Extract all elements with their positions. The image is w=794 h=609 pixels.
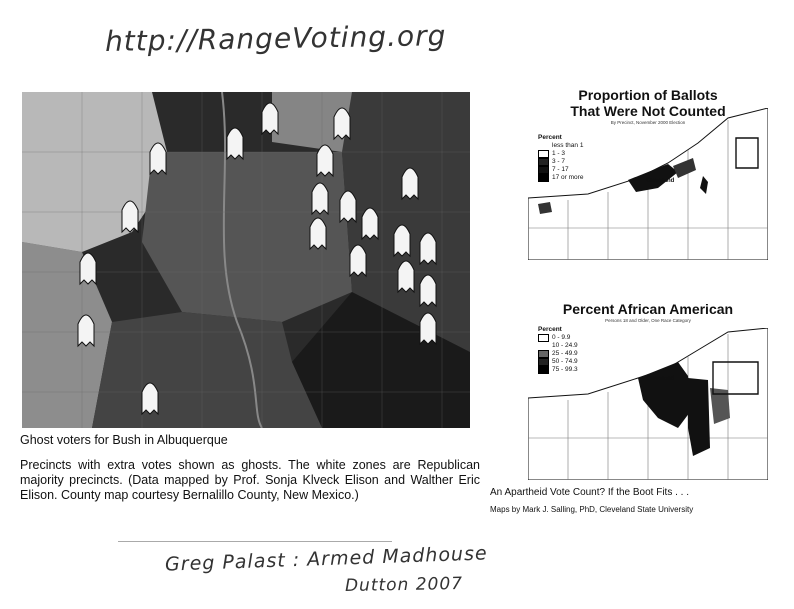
handwritten-publisher: Dutton 2007 bbox=[344, 573, 464, 597]
map2-legend-label: 0 - 9.9 bbox=[552, 334, 571, 341]
map2-legend-row bbox=[538, 334, 578, 342]
map2-legend bbox=[538, 326, 578, 374]
map2-subtitle: Persons 18 and Older, One Race Category bbox=[605, 318, 691, 323]
map2-legend-row bbox=[538, 358, 578, 366]
map1-legend-row bbox=[538, 158, 583, 166]
handwritten-author: Greg Palast : Armed Madhouse bbox=[164, 542, 488, 576]
map2-legend-label: 50 - 74.9 bbox=[552, 358, 578, 365]
map1-legend-row bbox=[538, 142, 583, 150]
map1-legend-label: 7 - 17 bbox=[552, 166, 569, 173]
map2-city-label: Cleveland bbox=[646, 376, 675, 382]
map1-shape bbox=[528, 108, 768, 260]
map2-legend-row bbox=[538, 350, 578, 358]
map2-legend-row bbox=[538, 342, 578, 350]
map2-legend-label: 10 - 24.9 bbox=[552, 342, 578, 349]
african-american-map bbox=[528, 296, 768, 480]
albuquerque-ghost-map bbox=[22, 92, 470, 428]
map1-subtitle: By Precinct, November 2000 Election bbox=[610, 120, 686, 125]
map2-title: Percent African American bbox=[562, 301, 734, 317]
map2-legend-row bbox=[538, 366, 578, 374]
map1-legend-label: 17 or more bbox=[552, 174, 584, 181]
map1-legend-row bbox=[538, 166, 583, 174]
signature-divider bbox=[118, 541, 392, 542]
map1-legend-label: 3 - 7 bbox=[552, 158, 566, 165]
map1-city-label: Cleveland bbox=[646, 178, 675, 184]
map1-legend-row bbox=[538, 150, 583, 158]
map1-legend bbox=[538, 134, 583, 182]
map2-legend-title: Percent bbox=[538, 326, 562, 333]
cleveland-caption: An Apartheid Vote Count? If the Boot Fits . . . bbox=[490, 487, 690, 498]
map1-legend-title: Percent bbox=[538, 134, 562, 141]
map1-legend-label: less than 1 bbox=[552, 142, 584, 149]
map2-legend-label: 25 - 49.9 bbox=[552, 350, 578, 357]
map1-title-line1: Proportion of Ballots bbox=[578, 87, 718, 103]
handwritten-url: http://RangeVoting.org bbox=[104, 19, 447, 58]
albuquerque-caption-text: Precincts with extra votes shown as ghosts. The white zones are Republican majority precincts. (Data mapped by Prof. Sonja Klveck Elison and Walther Eric Elison. County map courtesy Bernalillo County, New Mexico.) bbox=[20, 458, 480, 502]
cleveland-credit: Maps by Mark J. Salling, PhD, Cleveland State University bbox=[490, 505, 694, 514]
map1-legend-label: 1 - 3 bbox=[552, 150, 566, 157]
map1-legend-row bbox=[538, 174, 583, 182]
map1-title-line2: That Were Not Counted bbox=[570, 103, 726, 119]
uncounted-ballots-map bbox=[528, 78, 768, 260]
map2-legend-label: 75 - 99.3 bbox=[552, 366, 578, 373]
cleveland-maps-panel bbox=[528, 78, 768, 478]
albuquerque-caption-title: Ghost voters for Bush in Albuquerque bbox=[20, 433, 228, 447]
